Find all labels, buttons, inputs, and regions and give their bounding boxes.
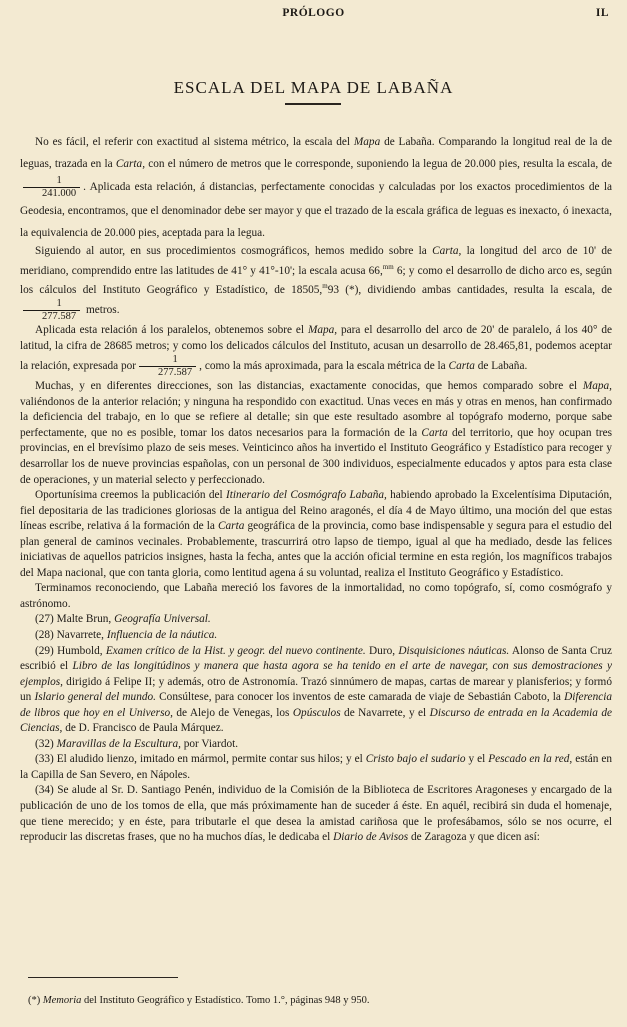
page-number: IL bbox=[595, 7, 609, 19]
title-rule bbox=[285, 103, 341, 105]
footnote-mark: (*) bbox=[28, 995, 41, 1006]
scale-fraction-3: $\frac{1}{277.587}$ bbox=[139, 354, 196, 379]
footnote bbox=[28, 995, 608, 1006]
running-head bbox=[0, 7, 627, 23]
note-33: (33) El aludido lienzo, imitado en mármol, permite contar sus hilos; y el Cristo bajo el sudario y el Pescado en la red, están en la Capilla de San Severo, en Nápoles. bbox=[20, 753, 613, 781]
footnote-text: del Instituto Geográfico y Estadístico. Tomo 1.°, páginas 948 y 950. bbox=[84, 995, 370, 1006]
running-head-title: PRÓLOGO bbox=[282, 7, 345, 19]
footnote-rule bbox=[28, 977, 178, 978]
footnote-title: Memoria bbox=[42, 995, 82, 1006]
body-text bbox=[20, 131, 612, 846]
paragraph-3: Aplicada esta relación á los paralelos, obtenemos sobre el Mapa, para el desarrollo del arco de 20' de paralelo, á los 40° de latitud, la cifra de 28685 metros; y como los delicados cálculos del Instituto, acusan un desarrollo de 28.465,81, podemos aceptar la relación, expresada por $\frac{1}{277.587}$ , como la más aproximada, para la escala métrica de la Carta de Labaña. bbox=[20, 324, 612, 379]
paragraph-1: No es fácil, el referir con exactitud al sistema métrico, la escala del Mapa de Labaña. Comparando la longitud real de la de leguas, trazada en la Carta, con el número de metros que le corresponde, suponiendo la legua de 20.000 pies, resulta la escala, de $\frac{1}{241.000}$ . Aplicada esta relación, á distancias, perfectamente conocidas y calculadas por los exactos procedimientos de la Geodesia, encontramos, que el denominador debe ser mayor y que el trazado de la escala gráfica de leguas es inexacto, ó inexacta, la equivalencia de 20.000 pies, aceptada para la legua. bbox=[20, 136, 613, 239]
paragraph-2: Siguiendo al autor, en sus procedimientos cosmográficos, hemos medido sobre la Carta, la longitud del arco de 10' de meridiano, comprendido entre las latitudes de 41° y 41°-10'; la escala acusa 66,$^{mm}$ 6; y como el desarrollo de dicho arco es, según los cálculos del Instituto Geográfico y Estadístico, de 18505,$^m$93 (*), dividiendo ambas cantidades, resulta la escala, de $\frac{1}{277.587}$ metros. bbox=[20, 245, 613, 323]
note-32: (32) Maravillas de la Escultura, por Viardot. bbox=[35, 737, 239, 750]
paragraph-4: Muchas, y en diferentes direcciones, son las distancias, exactamente conocidas, que hemos comparado sobre el Mapa, valiéndonos de la anterior relación; y ninguna ha respondido con exactitud. Unas veces en más y otras en menos, han confirmado la deficiencia del trabajo, en lo que se refiere al detalle; sin que este resultado asombre al topógrafo moderno, porque sabe perfectamente, que no es posible, tomar los datos necesarios para la formación de la Carta del territorio, que hoy ocupan tres provincias, en el brevísimo plazo de seis meses. Veinticinco años ha invertido el Instituto Geográfico y Estadístico para recoger y desarrollar los de nueve provincias españolas, con un personal de 300 individuos, especialmente educados y aptos para esta clase de operaciones, y un material selecto y perfeccionado. bbox=[20, 380, 613, 486]
scale-fraction-1: $\frac{1}{241.000}$ bbox=[23, 175, 80, 200]
note-34: (34) Se alude al Sr. D. Santiago Penén, individuo de la Comisión de la Biblioteca de Escritores Aragoneses y encargado de la publicación de uno de los tomos de ella, que más próximamente han de suceder á éste. En aquél, recibirá sin duda el homenaje, que tiene merecido; y en éste, para tributarle el que desea la amistad cariñosa que le profesábamos, sólo se nos ocurre, el reproducir las discretas frases, que no ha muchos días, le dedicaba el Diario de Avisos de Zaragoza y que dicen así: bbox=[20, 784, 612, 844]
note-27: (27) Malte Brun, Geografía Universal. bbox=[35, 613, 211, 626]
chapter-title: ESCALA DEL MAPA DE LABAÑA bbox=[173, 78, 454, 97]
scale-fraction-2: $\frac{1}{277.587}$ bbox=[23, 298, 80, 323]
paragraph-6: Terminamos reconociendo, que Labaña mereció los favores de la inmortalidad, no como topógrafo, sí, como cosmógrafo y astrónomo. bbox=[20, 582, 612, 610]
note-29: (29) Humbold, Examen crítico de la Hist. y geogr. del nuevo continente. Duro, Disquisiciones náuticas. Alonso de Santa Cruz escribió el Libro de las longitúdinos y manera que hasta agora se ha tenido en el arte de navegar, con sus demostraciones y ejemplos, dirigido á Felipe II; y además, otro de Astronomía. Trazó sinnúmero de mapas, cartas de marear y planisferios; y formó un Islario general del mundo. Consúltese, para conocer los inventos de este camarada de viaje de Sebastián Caboto, la Diferencia de libros que hoy en el Universo, de Alejo de Venegas, los Opúsculos de Navarrete, y el Discurso de entrada en la Academia de Ciencias, de D. Francisco de Paula Márquez. bbox=[20, 644, 613, 735]
paragraph-5: Oportunísima creemos la publicación del Itinerario del Cosmógrafo Labaña, habiendo aprobado la Excelentísima Diputación, fiel depositaria de las tradiciones gloriosas de la antigua del Reino aragonés, el día 4 de Mayo último, una moción del que estas líneas escribe, relativa á la formación de la Carta geográfica de la provincia, como base indispensable y segura para el estudio del plan general de caminos vecinales. Probablemente, trascurrirá otro lapso de tiempo, igual al que ha mediado, desde las felices iniciativas de aquellos patricios insignes, hasta la fecha, antes que la acción oficial termine en esta región, los magníficos trabajos del Mapa nacional, que con tanta gloria, como lentitud agena á su voluntad, realiza el Instituto Geográfico y Estadístico. bbox=[20, 489, 613, 579]
note-28: (28) Navarrete, Influencia de la náutica. bbox=[35, 629, 218, 642]
